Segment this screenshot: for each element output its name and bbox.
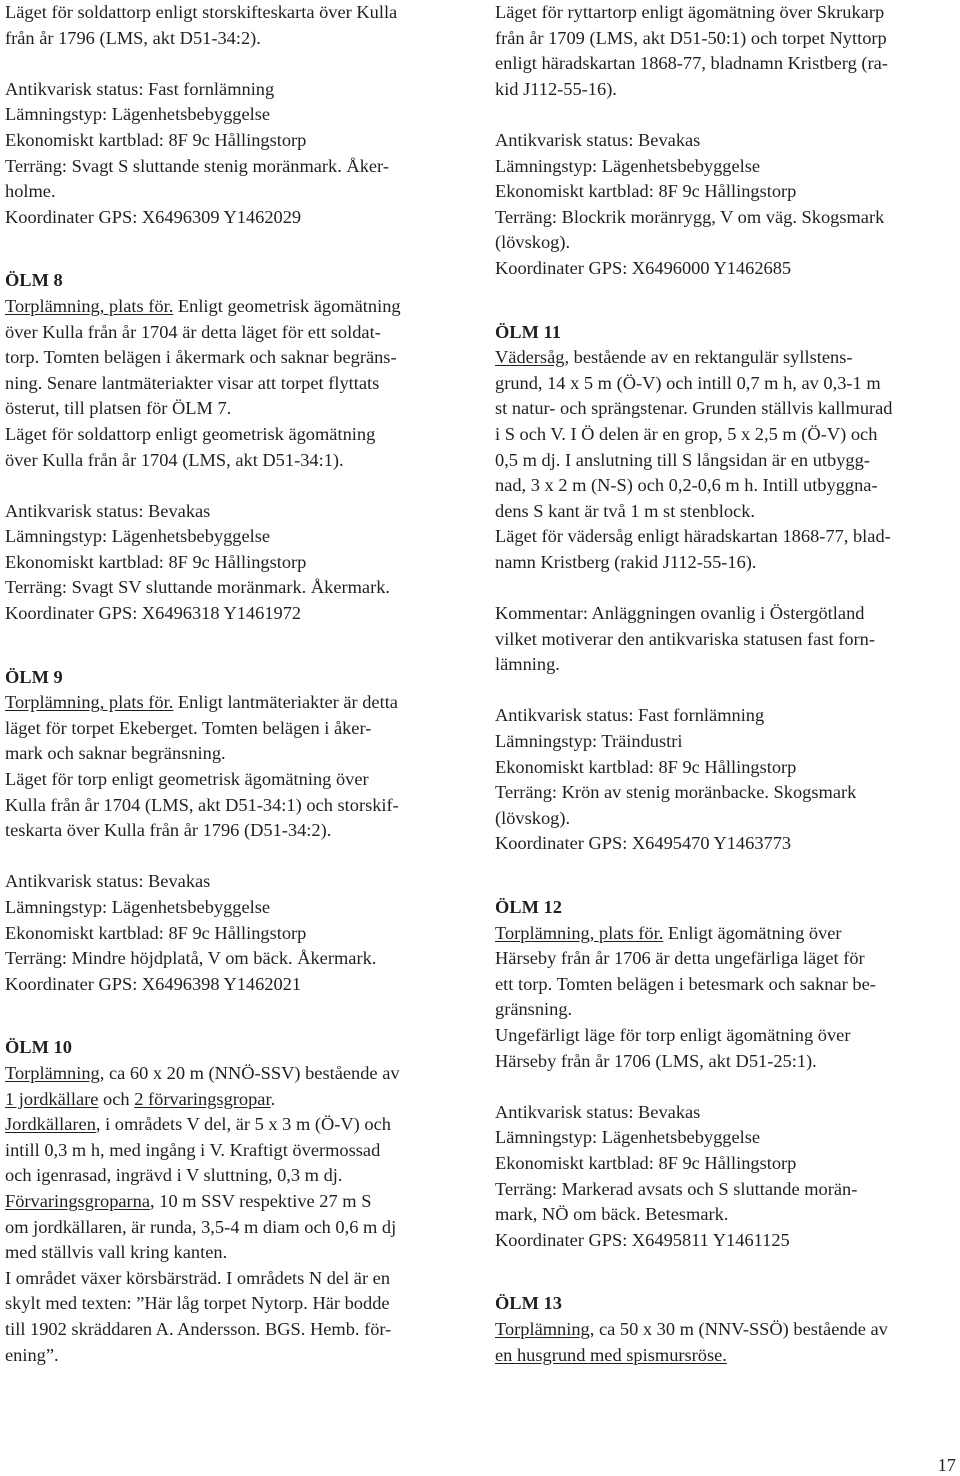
text-line: st natur- och sprängstenar. Grunden ställvis kallmurad	[495, 398, 893, 419]
status-line: Lämningstyp: Träindustri	[495, 731, 683, 752]
status-line: Antikvarisk status: Fast fornlämning	[5, 78, 275, 99]
text-line: Härseby från år 1706 (LMS, akt D51-25:1).	[495, 1050, 817, 1071]
text-line: från år 1709 (LMS, akt D51-50:1) och torpet Nyttorp	[495, 27, 887, 48]
underlined-term: Vädersåg	[495, 347, 565, 368]
status-line: Ekonomiskt kartblad: 8F 9c Hållingstorp	[495, 181, 797, 202]
text-line: Torplämning, plats för. Enligt ägomätning över	[495, 922, 842, 943]
section-heading: ÖLM 9	[5, 666, 63, 687]
text-line: Härseby från år 1706 är detta ungefärliga läget för	[495, 948, 865, 969]
text-line: i S och V. I Ö delen är en grop, 5 x 2,5 m (Ö-V) och	[495, 423, 878, 444]
status-line: (lövskog).	[495, 232, 571, 253]
status-block	[495, 703, 960, 857]
section-olm-13	[495, 1291, 960, 1368]
status-line: Lämningstyp: Lägenhetsbebyggelse	[495, 1127, 761, 1148]
text-line: ning. Senare lantmäteriakter visar att torpet flyttats	[5, 372, 380, 393]
status-line: Lämningstyp: Lägenhetsbebyggelse	[495, 155, 761, 176]
text-line: Läget för ryttartorp enligt ägomätning över Skrukarp	[495, 2, 885, 22]
text-line: Torplämning, plats för. Enligt lantmäteriakter är detta	[5, 692, 398, 713]
status-line: Antikvarisk status: Fast fornlämning	[495, 705, 765, 726]
underlined-term: Torplämning, plats för.	[5, 692, 174, 713]
text-line: I området växer körsbärsträd. I områdets N del är en	[5, 1267, 391, 1288]
text-line: Kulla från år 1704 (LMS, akt D51-34:1) och storskif-	[5, 794, 399, 815]
comment-line: vilket motiverar den antikvariska statusen fast forn-	[495, 628, 875, 649]
status-line: Koordinater GPS: X6495811 Y1461125	[495, 1229, 790, 1250]
status-line: Terräng: Svagt S sluttande stenig moränmark. Åker-	[5, 155, 389, 176]
comment-line: lämning.	[495, 654, 560, 675]
text-line: Torplämning, ca 60 x 20 m (NNÖ-SSV) bestående av	[5, 1062, 400, 1083]
status-line: Lämningstyp: Lägenhetsbebyggelse	[5, 897, 271, 917]
status-block	[5, 499, 471, 627]
text-line: dens S kant är två 1 m st stenblock.	[495, 500, 755, 521]
underlined-term: Torplämning	[495, 1318, 590, 1339]
text-line: nad, 3 x 2 m (N-S) och 0,2-0,6 m h. Intill utbyggna-	[495, 475, 878, 496]
status-line: (lövskog).	[495, 807, 571, 828]
text-line: läget för torpet Ekeberget. Tomten belägen i åker-	[5, 717, 372, 738]
text-line: om jordkällaren, är runda, 3,5-4 m diam och 0,6 m dj	[5, 1216, 397, 1237]
section-heading: ÖLM 13	[495, 1293, 562, 1314]
status-line: Koordinater GPS: X6496318 Y1461972	[5, 603, 302, 624]
text-line: teskarta över Kulla från år 1796 (D51-34:2).	[5, 820, 332, 841]
text-line: Torplämning, ca 50 x 30 m (NNV-SSÖ) bestående av	[495, 1318, 888, 1339]
text-line: enligt häradskartan 1868-77, bladnamn Kristberg (ra-	[495, 53, 888, 74]
section-olm-12	[495, 895, 960, 1253]
text-line: och igenrasad, ingrävd i V sluttning, 0,3 m dj.	[5, 1165, 343, 1186]
status-line: Terräng: Mindre höjdplatå, V om bäck. Åkermark.	[5, 948, 377, 969]
section-olm-8	[5, 268, 471, 626]
text-line: Ungefärligt läge för torp enligt ägomätning över	[495, 1024, 851, 1045]
underlined-term: Torplämning, plats för.	[495, 922, 664, 943]
text-line: från år 1796 (LMS, akt D51-34:2).	[5, 27, 261, 48]
text-line: Läget för vädersåg enligt häradskartan 1868-77, blad-	[495, 526, 891, 547]
right-column	[495, 0, 960, 1368]
text-line: Förvaringsgroparna, 10 m SSV respektive 27 m S	[5, 1190, 372, 1211]
status-block	[495, 128, 960, 282]
status-line: Ekonomiskt kartblad: 8F 9c Hållingstorp	[5, 129, 307, 150]
text-line: ening”.	[5, 1344, 59, 1365]
text-line: Läget för torp enligt geometrisk ägomätning över	[5, 769, 369, 790]
underlined-term: 2 förvaringsgropar	[134, 1088, 271, 1109]
text-line: 1 jordkällare och 2 förvaringsgropar.	[5, 1088, 276, 1109]
status-line: Antikvarisk status: Bevakas	[5, 500, 211, 521]
status-line: Antikvarisk status: Bevakas	[5, 871, 211, 892]
status-line: Antikvarisk status: Bevakas	[495, 1101, 701, 1122]
text-line: Läget för soldattorp enligt storskifteskarta över Kulla	[5, 2, 398, 22]
section-heading: ÖLM 10	[5, 1037, 72, 1058]
status-line: Terräng: Blockrik moränrygg, V om väg. Skogsmark	[495, 206, 885, 227]
text-line: Vädersåg, bestående av en rektangulär syllstens-	[495, 347, 853, 368]
underlined-term: Förvaringsgroparna	[5, 1190, 151, 1211]
section-heading: ÖLM 12	[495, 897, 562, 917]
underlined-term: Torplämning, plats för.	[5, 295, 174, 316]
text-line: gränsning.	[495, 999, 573, 1020]
status-block	[5, 77, 471, 231]
text-line: grund, 14 x 5 m (Ö-V) och intill 0,7 m h, av 0,3-1 m	[495, 372, 881, 393]
text-line: mark och saknar begränsning.	[5, 743, 226, 764]
section-heading: ÖLM 11	[495, 321, 561, 342]
status-line: mark, NÖ om bäck. Betesmark.	[495, 1204, 729, 1225]
status-line: holme.	[5, 181, 56, 202]
text-line: till 1902 skräddaren A. Andersson. BGS. Hemb. för-	[5, 1318, 392, 1339]
text-line	[495, 1343, 960, 1369]
status-line: Koordinater GPS: X6496398 Y1462021	[5, 973, 302, 994]
text-line: ett torp. Tomten belägen i betesmark och saknar be-	[495, 973, 876, 994]
status-line: Ekonomiskt kartblad: 8F 9c Hållingstorp	[495, 756, 797, 777]
text-line: namn Kristberg (rakid J112-55-16).	[495, 551, 757, 572]
status-line: Ekonomiskt kartblad: 8F 9c Hållingstorp	[495, 1152, 797, 1173]
status-line: Terräng: Svagt SV sluttande moränmark. Åkermark.	[5, 577, 390, 598]
status-block	[5, 869, 471, 997]
status-block	[495, 1100, 960, 1254]
section-heading: ÖLM 8	[5, 270, 63, 291]
left-column	[5, 0, 471, 1368]
text-line: Läget för soldattorp enligt geometrisk ägomätning	[5, 423, 376, 444]
text-line: österut, till platsen för ÖLM 7.	[5, 398, 232, 419]
status-line: Lämningstyp: Lägenhetsbebyggelse	[5, 104, 271, 125]
status-line: Koordinater GPS: X6496000 Y1462685	[495, 257, 792, 278]
text-line: intill 0,3 m h, med ingång i V. Kraftigt övermossad	[5, 1139, 381, 1160]
status-line: Ekonomiskt kartblad: 8F 9c Hållingstorp	[5, 922, 307, 943]
underlined-term: Torplämning	[5, 1062, 100, 1083]
comment-line: Kommentar: Anläggningen ovanlig i Östergötland	[495, 603, 865, 624]
page-number: 17	[937, 1455, 956, 1475]
text-line: över Kulla från år 1704 (LMS, akt D51-34:1).	[5, 449, 344, 470]
status-line: Koordinater GPS: X6495470 Y1463773	[495, 833, 792, 854]
status-line: Antikvarisk status: Bevakas	[495, 129, 701, 150]
text-line: Jordkällaren, i områdets V del, är 5 x 3 m (Ö-V) och	[5, 1114, 391, 1135]
section-olm-11	[495, 320, 960, 857]
text-line: 0,5 m dj. I anslutning till S långsidan är en utbygg-	[495, 449, 870, 470]
text-line: torp. Tomten belägen i åkermark och saknar begräns-	[5, 347, 397, 368]
underlined-term: en husgrund med spismursröse.	[495, 1344, 727, 1365]
status-line: Terräng: Markerad avsats och S sluttande morän-	[495, 1178, 858, 1199]
comment-block	[495, 601, 960, 678]
underlined-term: 1 jordkällare	[5, 1088, 99, 1109]
status-line: Lämningstyp: Lägenhetsbebyggelse	[5, 526, 271, 547]
status-line: Ekonomiskt kartblad: 8F 9c Hållingstorp	[5, 551, 307, 572]
underlined-term: Jordkällaren	[5, 1114, 96, 1135]
text-line: med ställvis vall kring kanten.	[5, 1242, 228, 1263]
text-line: Torplämning, plats för. Enligt geometrisk ägomätning	[5, 295, 401, 316]
section-olm-9	[5, 665, 471, 998]
section-olm-10	[5, 1035, 471, 1368]
text-line: skylt med texten: ”Här låg torpet Nytorp. Här bodde	[5, 1293, 390, 1314]
status-line: Koordinater GPS: X6496309 Y1462029	[5, 206, 302, 227]
text-line: kid J112-55-16).	[495, 78, 617, 99]
text-line: över Kulla från år 1704 är detta läget för ett soldat-	[5, 321, 381, 342]
intro-continuation	[495, 0, 960, 102]
intro-continuation	[5, 0, 471, 51]
status-line: Terräng: Krön av stenig moränbacke. Skogsmark	[495, 782, 857, 803]
